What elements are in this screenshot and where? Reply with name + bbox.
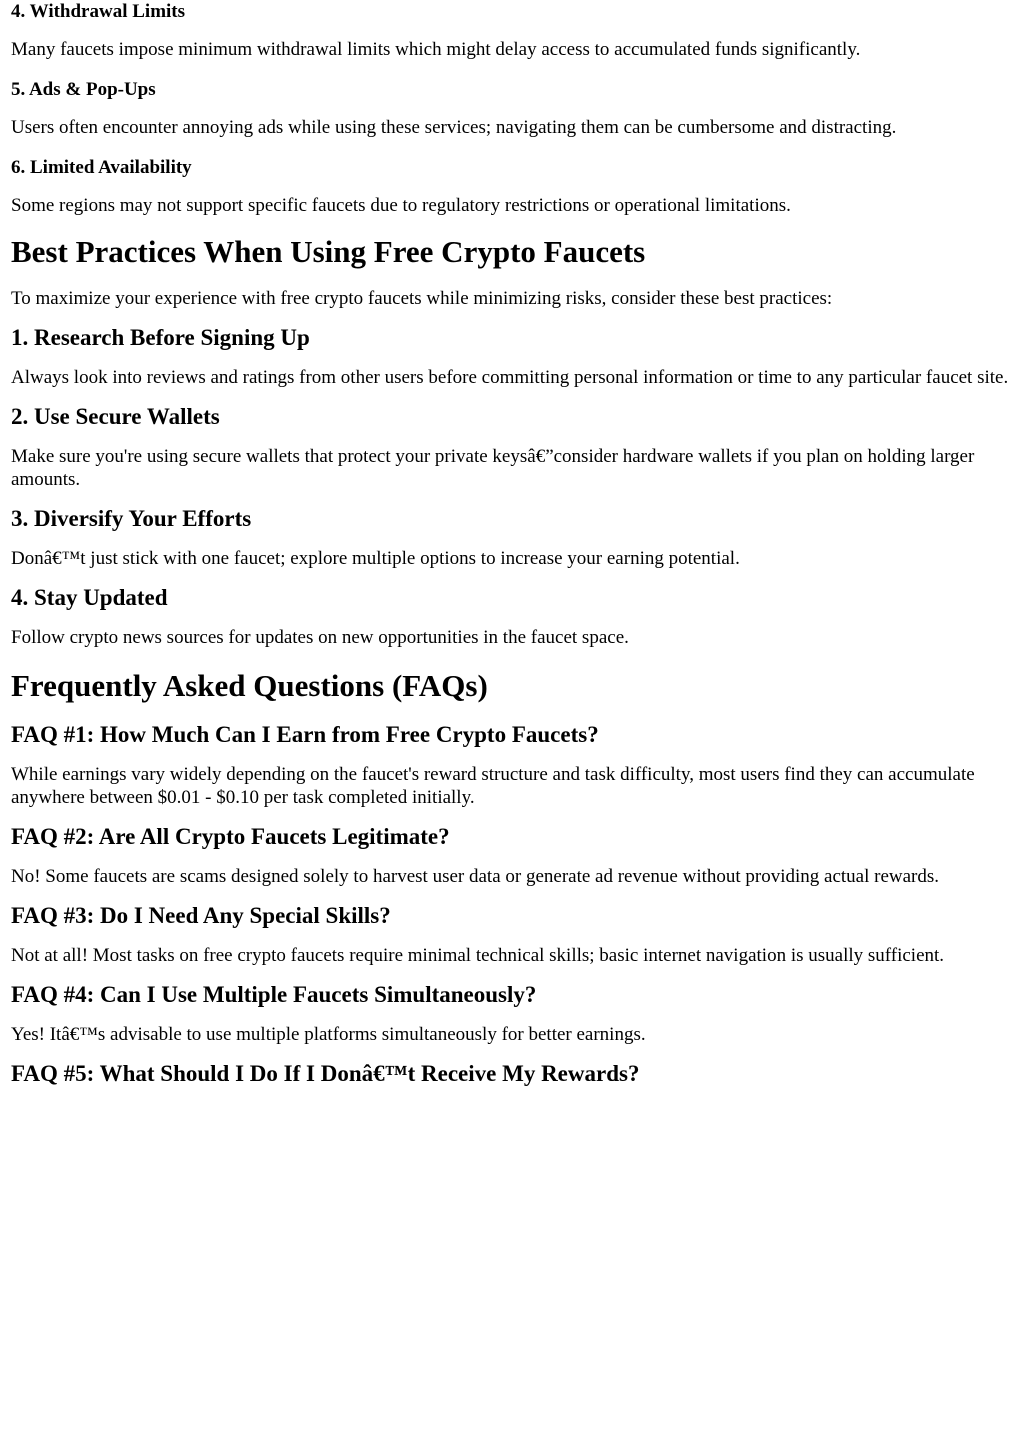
faq-answer-3: Not at all! Most tasks on free crypto faucets require minimal technical skills; basic internet navigation is usually sufficient. <box>11 945 945 966</box>
heading-faqs: Frequently Asked Questions (FAQs) <box>11 668 488 703</box>
faq-question-3: FAQ #3: Do I Need Any Special Skills? <box>11 903 391 928</box>
faq-question-5: FAQ #5: What Should I Do If I Donâ€™t Receive My Rewards? <box>11 1061 640 1086</box>
faq-answer-4: Yes! Itâ€™s advisable to use multiple platforms simultaneously for better earnings. <box>11 1024 646 1045</box>
paragraph-best-practices-intro: To maximize your experience with free crypto faucets while minimizing risks, consider these best practices: <box>11 288 833 309</box>
article-body <box>11 0 1011 1088</box>
faq-question-1: FAQ #1: How Much Can I Earn from Free Crypto Faucets? <box>11 722 599 747</box>
section-heading-limited-availability: 6. Limited Availability <box>11 157 192 178</box>
paragraph-diversify: Donâ€™t just stick with one faucet; explore multiple options to increase your earning potential. <box>11 548 740 569</box>
paragraph-limited-availability: Some regions may not support specific faucets due to regulatory restrictions or operational limitations. <box>11 195 791 216</box>
subheading-secure-wallets: 2. Use Secure Wallets <box>11 404 220 429</box>
paragraph-research: Always look into reviews and ratings from other users before committing personal information or time to any particular faucet site. <box>11 367 1009 388</box>
section-heading-ads-popups: 5. Ads & Pop-Ups <box>11 79 156 100</box>
faq-answer-1: While earnings vary widely depending on the faucet's reward structure and task difficulty, most users find they can accumulate anywhere between $0.01 - $0.10 per task completed initially. <box>11 764 975 808</box>
paragraph-ads-popups: Users often encounter annoying ads while using these services; navigating them can be cumbersome and distracting. <box>11 117 897 138</box>
faq-question-2: FAQ #2: Are All Crypto Faucets Legitimate? <box>11 824 450 849</box>
section-heading-withdrawal-limits: 4. Withdrawal Limits <box>11 1 186 22</box>
paragraph-withdrawal-limits: Many faucets impose minimum withdrawal limits which might delay access to accumulated funds significantly. <box>11 39 861 60</box>
subheading-research: 1. Research Before Signing Up <box>11 325 310 350</box>
subheading-diversify: 3. Diversify Your Efforts <box>11 506 252 531</box>
heading-best-practices: Best Practices When Using Free Crypto Faucets <box>11 234 646 269</box>
faq-answer-2: No! Some faucets are scams designed solely to harvest user data or generate ad revenue without providing actual rewards. <box>11 866 940 887</box>
paragraph-secure-wallets: Make sure you're using secure wallets that protect your private keysâ€”consider hardware wallets if you plan on holding larger amounts. <box>11 446 975 490</box>
subheading-stay-updated: 4. Stay Updated <box>11 585 168 610</box>
faq-question-4: FAQ #4: Can I Use Multiple Faucets Simultaneously? <box>11 982 537 1007</box>
paragraph-stay-updated: Follow crypto news sources for updates on new opportunities in the faucet space. <box>11 627 629 648</box>
